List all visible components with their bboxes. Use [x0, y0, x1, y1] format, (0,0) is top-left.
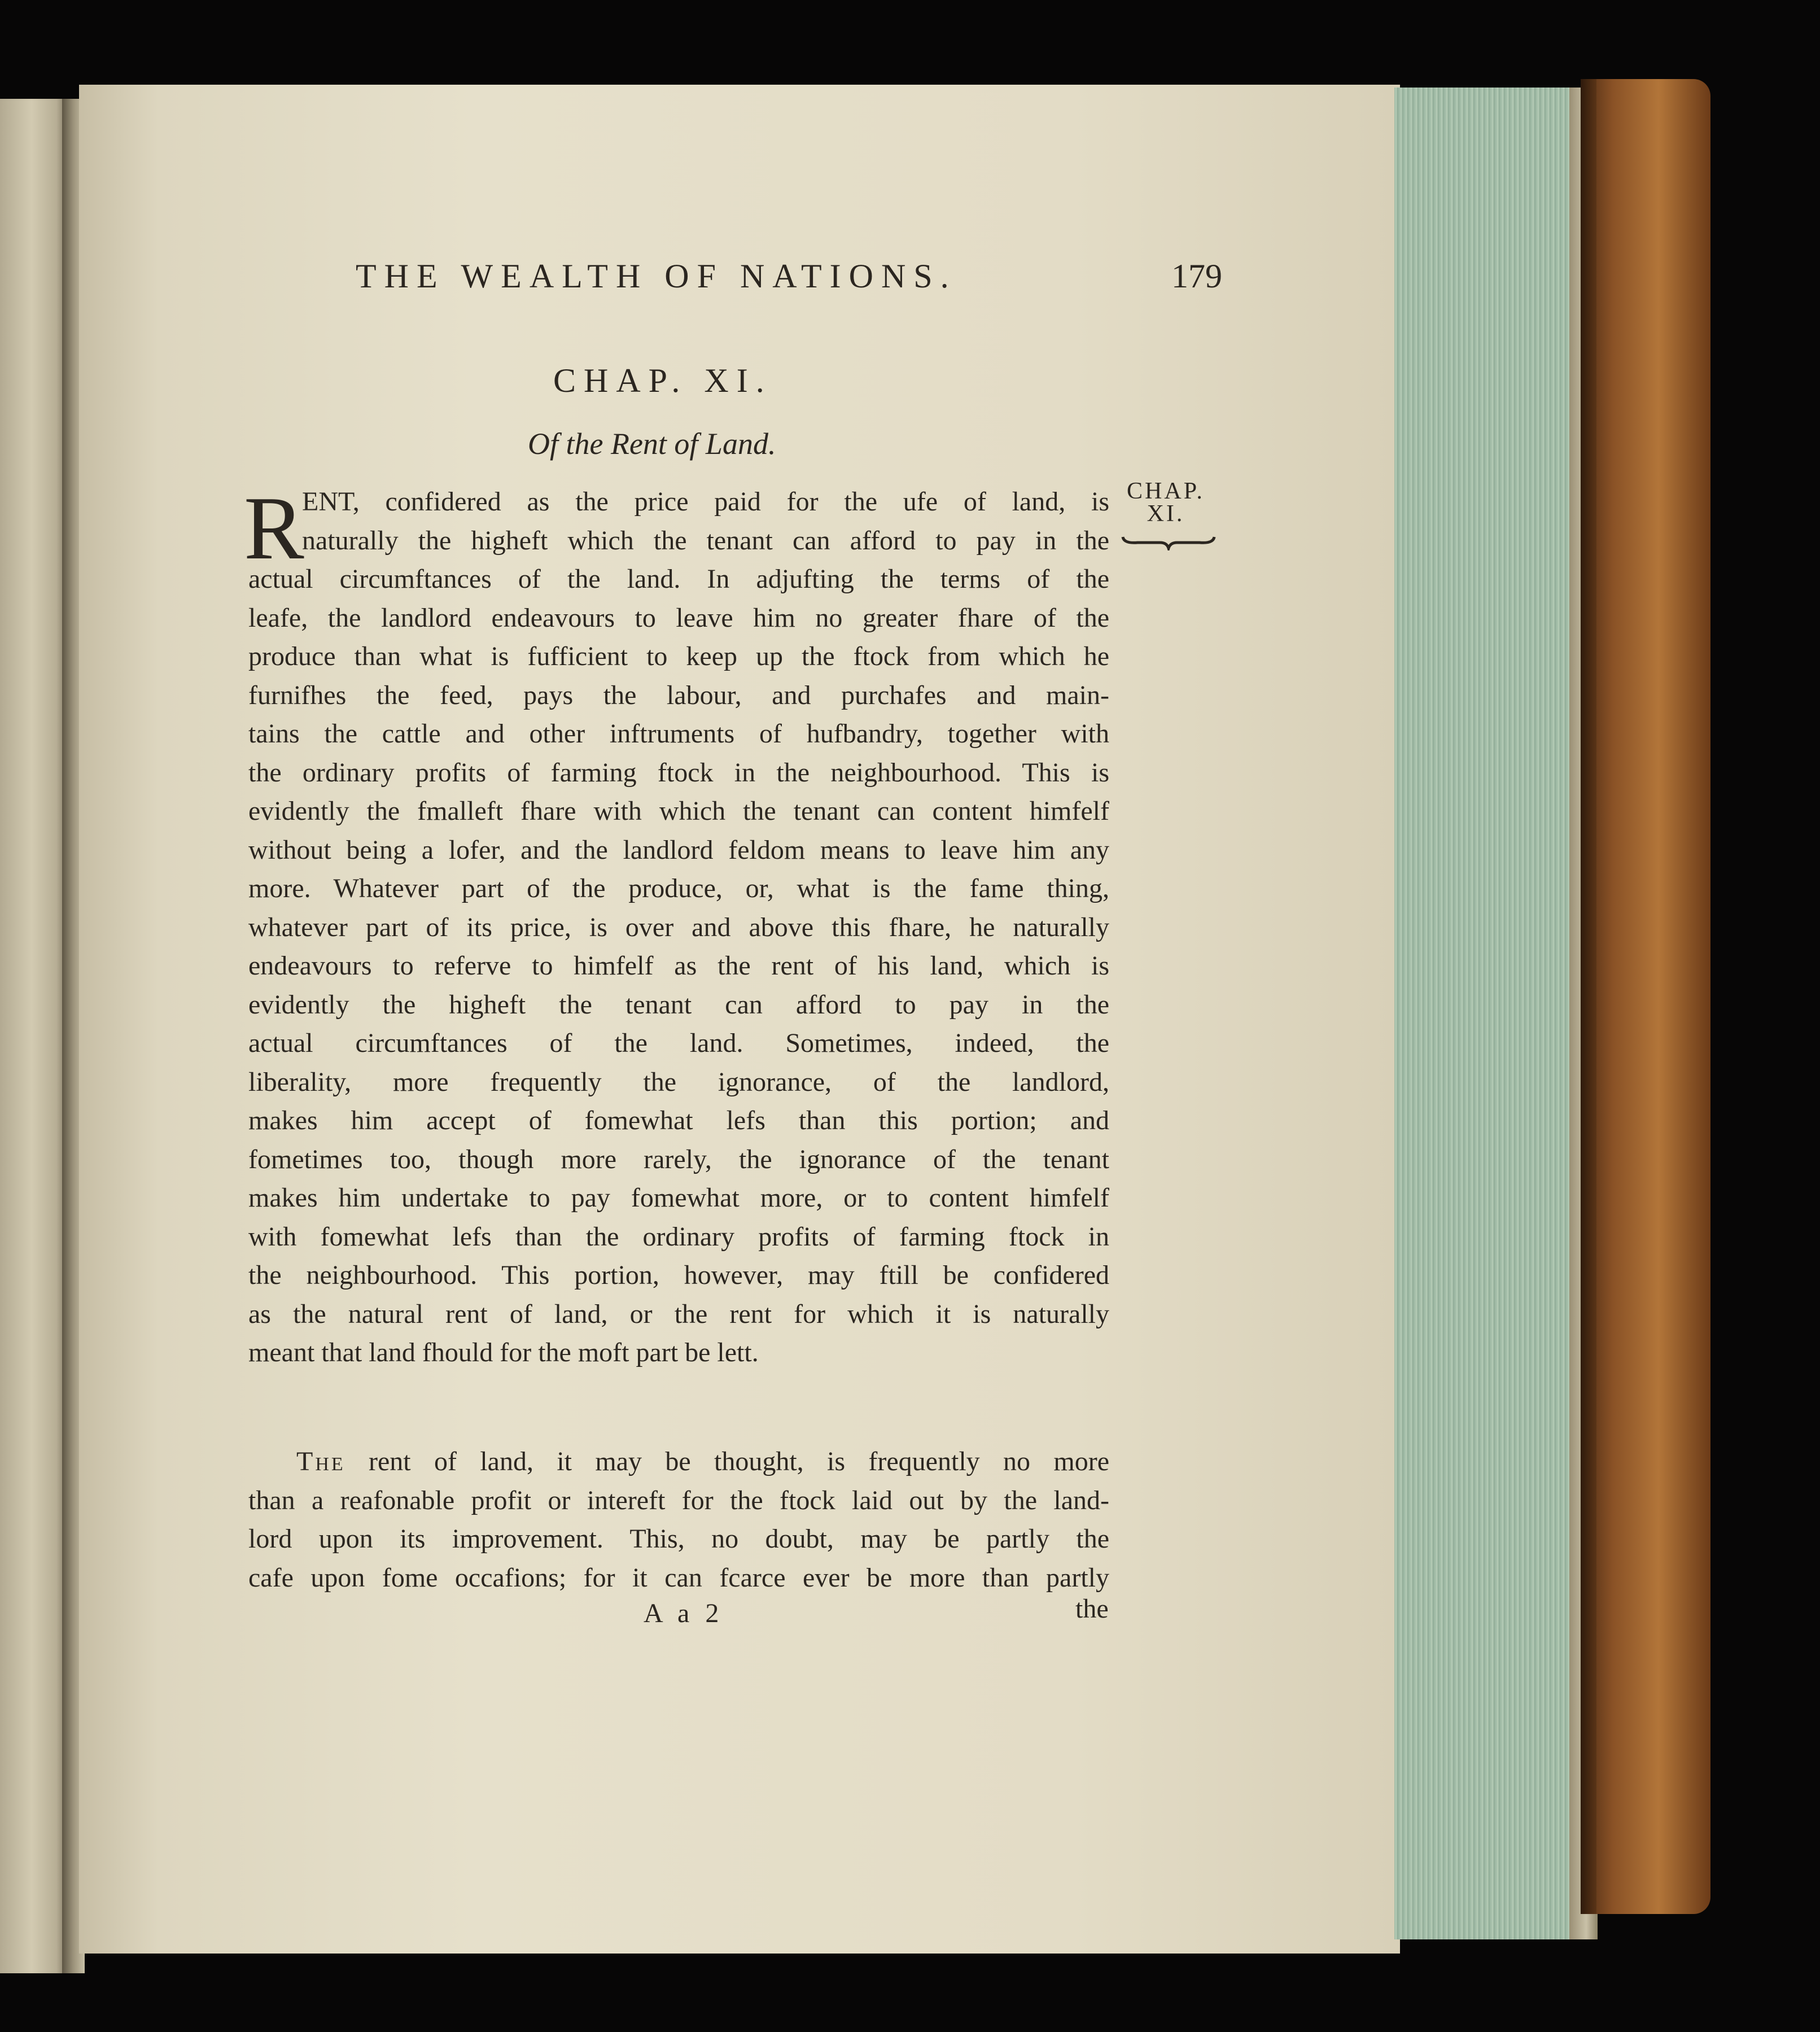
- text-line: fometimes too, though more rarely, the ignorance of the tenant: [248, 1144, 1109, 1174]
- text-line: whatever part of its price, is over and above this fhare, he naturally: [248, 912, 1109, 942]
- page-block-edges: [1394, 88, 1598, 1939]
- text-line: cafe upon fome occafions; for it can fcarce ever be more than partly: [248, 1562, 1109, 1593]
- text-line: evidently the fmalleft fhare with which the tenant can content himfelf: [248, 796, 1109, 826]
- text-line: leafe, the landlord endeavours to leave him no greater fhare of the: [248, 602, 1109, 633]
- text-line: produce than what is fufficient to keep up the ftock from which he: [248, 641, 1109, 671]
- text-line: the neighbourhood. This portion, however, may ftill be confidered: [248, 1260, 1109, 1290]
- catchword: the: [1075, 1594, 1109, 1624]
- text-line: makes him undertake to pay fomewhat more, or to content himfelf: [248, 1183, 1109, 1213]
- text-line: ENT, confidered as the price paid for the ufe of land, is: [302, 487, 1109, 517]
- text-line: without being a lofer, and the landlord feldom means to leave him any: [248, 834, 1109, 865]
- text-line: makes him accept of fomewhat lefs than this portion; and: [248, 1105, 1109, 1135]
- text-line: tains the cattle and other inftruments of hufbandry, together with: [248, 719, 1109, 749]
- text-line: furnifhes the feed, pays the labour, and purchafes and main-: [248, 680, 1109, 710]
- brace-icon: [1121, 534, 1217, 550]
- paragraph-rent-as-profit: [248, 1443, 1109, 1597]
- text-line: liberality, more frequently the ignorance, of the landlord,: [248, 1067, 1109, 1097]
- leather-cover: [1581, 79, 1710, 1914]
- text-line: than a reafonable profit or intereft for the ftock laid out by the land-: [248, 1485, 1109, 1515]
- cover-edge: [1581, 79, 1596, 1914]
- facing-page-edge: [0, 99, 71, 1973]
- text-line: as the natural rent of land, or the rent for which it is naturally: [248, 1299, 1109, 1329]
- drop-cap: R: [244, 478, 304, 578]
- text-line-rest: rent of land, it may be thought, is frequently no more: [369, 1447, 1109, 1476]
- text-line: naturally the higheft which the tenant can afford to pay in the: [302, 525, 1109, 556]
- text-line: actual circumftances of the land. In adjufting the terms of the: [248, 564, 1109, 594]
- text-line: [248, 1443, 1109, 1482]
- text-line: lord upon its improvement. This, no doubt, may be partly the: [248, 1524, 1109, 1554]
- signature-mark: A a 2: [644, 1598, 724, 1628]
- text-line: endeavours to referve to himfelf as the rent of his land, which is: [248, 951, 1109, 981]
- text-line: evidently the higheft the tenant can afford to pay in the: [248, 989, 1109, 1020]
- chapter-title: CHAP. XI.: [553, 362, 772, 399]
- margin-chapter-note: CHAP. XI.: [1127, 478, 1205, 527]
- page-number: 179: [1171, 257, 1222, 295]
- text-line: actual circumftances of the land. Sometimes, indeed, the: [248, 1028, 1109, 1058]
- text-line: the ordinary profits of farming ftock in the neighbourhood. This is: [248, 757, 1109, 788]
- text-line: meant that land fhould for the moft part be lett.: [248, 1338, 759, 1367]
- paragraph-rent-definition: [248, 483, 1109, 1373]
- chapter-subtitle: Of the Rent of Land.: [528, 427, 776, 461]
- text-line: with fomewhat lefs than the ordinary profits of farming ftock in: [248, 1221, 1109, 1252]
- running-head: THE WEALTH OF NATIONS.: [356, 257, 957, 295]
- text-line: more. Whatever part of the produce, or, what is the fame thing,: [248, 873, 1109, 903]
- lead-word: The: [296, 1447, 345, 1476]
